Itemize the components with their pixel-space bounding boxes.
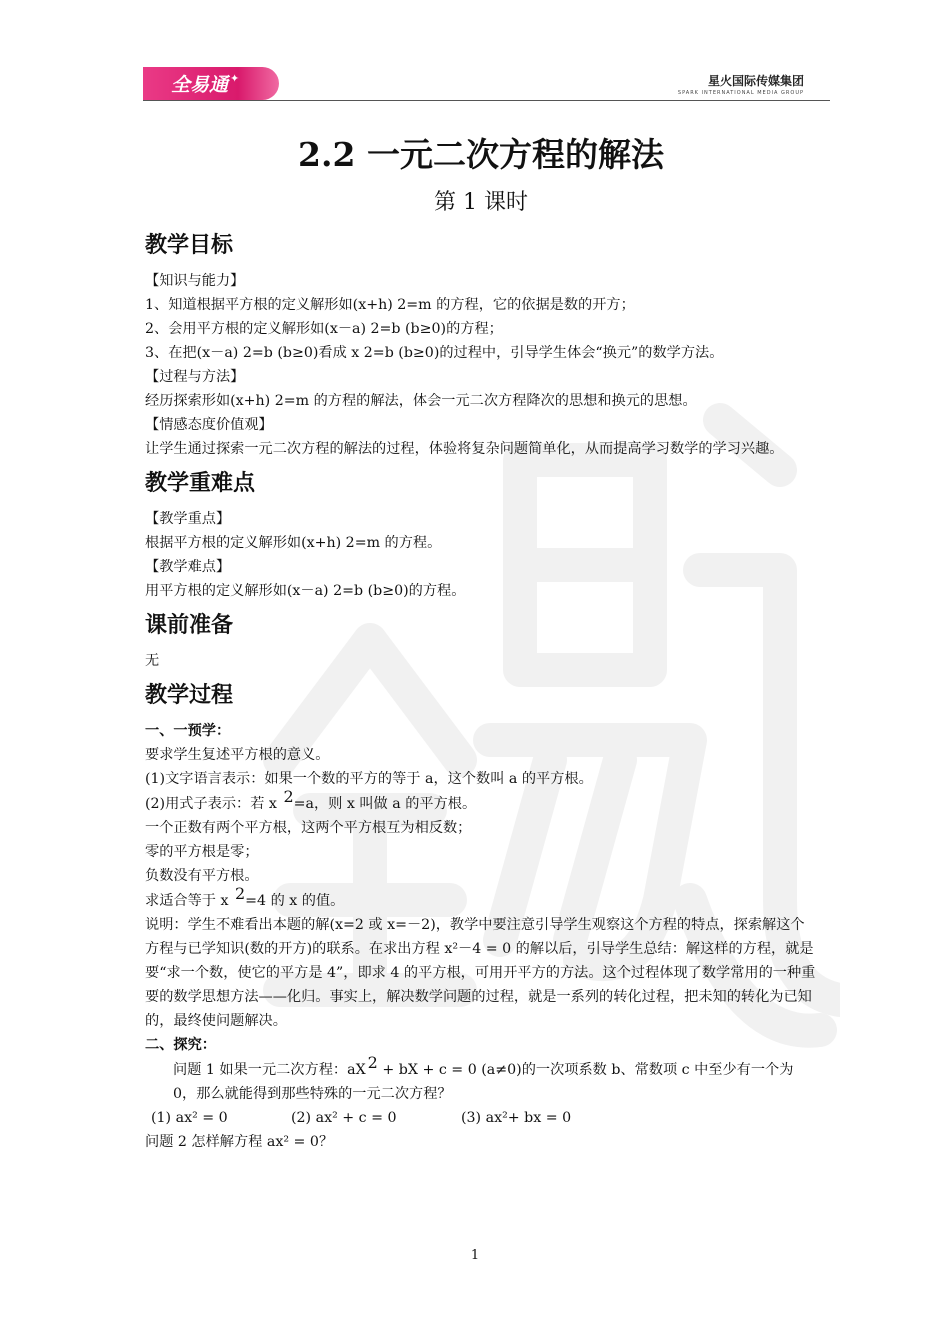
process-line-5: 零的平方根是零； (145, 844, 259, 860)
page-subtitle: 第 1 课时 (434, 190, 528, 215)
process-line-2: (1)文字语言表示：如果一个数的平方的等于 a，这个数叫 a 的平方根。 (145, 771, 593, 787)
section-heading-key-points: 教学重难点 (145, 471, 256, 496)
question-1-options (145, 1106, 817, 1130)
process-line-3-a: (2)用式子表示：若 x (145, 796, 282, 812)
process-line-7-b: =4 的 x 的值。 (245, 893, 345, 909)
section-heading-process: 教学过程 (145, 683, 234, 708)
question-2: 问题 2 怎样解方程 ax² = 0？ (145, 1134, 334, 1150)
sparkle-icon: ✦ (230, 72, 240, 85)
company-mark (678, 72, 804, 96)
section-heading-preparation: 课前准备 (145, 613, 234, 638)
process-explanation: 说明：学生不难看出本题的解(x=2 或 x=－2)，教学中要注意引导学生观察这个方程的特点，探索解这个方程与已学知识(数的开方)的联系。在求出方程 x²－4 = 0 的解以后，引导学生总结：解这样的方程，就是要“求一个数，使它的平方是 4”，即求 4 的平方根，可用开平方的方法。这个过程体现了数学常用的一种重要的数学思想方法——化归。事实上，解决数学问题的过程，就是一系列的转化过程，把未知的转化为已知的，最终使问题解决。 (145, 917, 816, 1029)
process-line-6: 负数没有平方根。 (145, 868, 259, 884)
question-1-a: 问题 1 如果一元二次方程：aX (173, 1062, 366, 1078)
process-line-4: 一个正数有两个平方根，这两个平方根互为相反数； (145, 820, 472, 836)
focus-text: 根据平方根的定义解形如(x+h) 2=m 的方程。 (145, 535, 442, 551)
process-line-3-b: =a，则 x 叫做 a 的平方根。 (293, 796, 477, 812)
process-line-7-a: 求适合等于 x (145, 893, 233, 909)
question-1-option-2: (2) ax² + c = 0 (291, 1110, 397, 1126)
process-line-7 (145, 884, 817, 913)
process-part2-heading: 二、探究： (145, 1037, 216, 1053)
company-name-cn: 星火国际传媒集团 (707, 74, 804, 88)
exponent: 2 (283, 787, 294, 806)
company-name-en: SPARK INTERNATIONAL MEDIA GROUP (677, 90, 804, 96)
document-body (145, 130, 817, 1154)
brand-logo (143, 67, 279, 100)
question-1-b: + bX + c = 0 (a≠0)的一次项系数 b、常数项 c 中至少有一个为 0，那么就能得到那些特殊的一元二次方程？ (173, 1062, 794, 1102)
header-divider (143, 100, 830, 101)
goal-attitude-heading: 【情感态度价值观】 (145, 417, 273, 433)
question-1-option-1: (1) ax² = 0 (151, 1110, 228, 1126)
goal-attitude-1: 让学生通过探索一元二次方程的解法的过程，体验将复杂问题简单化，从而提高学习数学的学习兴趣。 (145, 441, 784, 457)
focus-heading: 【教学重点】 (145, 511, 231, 527)
process-line-3 (145, 787, 817, 816)
goal-knowledge-heading: 【知识与能力】 (145, 273, 245, 289)
preparation-text: 无 (145, 653, 160, 669)
page-number: 1 (470, 1248, 480, 1263)
goal-method-1: 经历探索形如(x+h) 2=m 的方程的解法，体会一元二次方程降次的思想和换元的思想。 (145, 393, 697, 409)
question-1 (145, 1053, 817, 1106)
process-line-1: 要求学生复述平方根的意义。 (145, 747, 330, 763)
goal-knowledge-3: 3、在把(x－a) 2=b (b≥0)看成 x 2=b (b≥0)的过程中，引导学生体会“换元”的数学方法。 (145, 345, 724, 361)
goal-knowledge-2: 2、会用平方根的定义解形如(x－a) 2=b (b≥0)的方程； (145, 321, 503, 337)
logo-text: 全易通 (171, 74, 229, 96)
goal-method-heading: 【过程与方法】 (145, 369, 245, 385)
page-title: 2.2 一元二次方程的解法 (298, 135, 664, 174)
section-heading-goals: 教学目标 (145, 233, 234, 258)
exponent: 2 (367, 1053, 378, 1072)
difficulty-heading: 【教学难点】 (145, 559, 231, 575)
goal-knowledge-1: 1、知道根据平方根的定义解形如(x+h) 2=m 的方程，它的依据是数的开方； (145, 297, 635, 313)
question-1-option-3: (3) ax²+ bx = 0 (461, 1110, 572, 1126)
process-part1-heading: 一、一预学： (145, 723, 231, 739)
exponent: 2 (234, 884, 246, 903)
difficulty-text: 用平方根的定义解形如(x－a) 2=b (b≥0)的方程。 (145, 583, 466, 599)
